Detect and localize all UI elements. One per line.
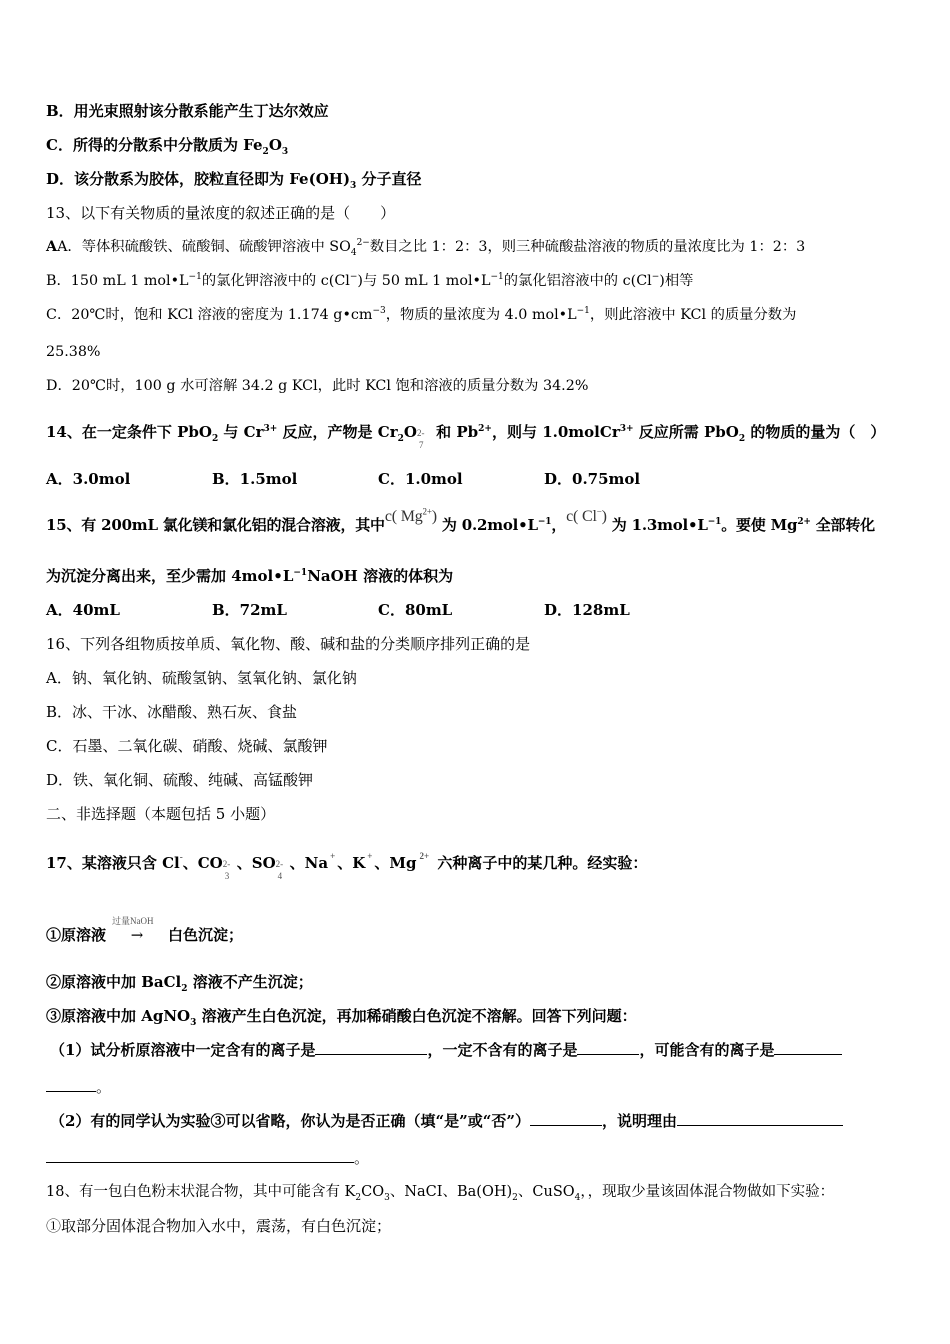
q14-options: [46, 469, 710, 489]
q15-options: [46, 600, 710, 620]
q17-question-2-continued: 。: [46, 1148, 369, 1168]
q17-experiment-1: ①原溶液 过量NaOH → 白色沉淀；: [46, 916, 244, 944]
q15-option-d: D．128mL: [544, 601, 630, 619]
q13-option-c: C．20℃时，饱和 KCl 溶液的密度为 1.174 $g•cm^{-3}$，物质的量浓度为 4.0 $mol•L^{-1}$，则此溶液中 KCl 的质量分数为: [46, 306, 797, 323]
q18-step-1: ①取部分固体混合物加入水中，震荡，有白色沉淀；: [46, 1217, 392, 1235]
answer-blank-2[interactable]: [577, 1040, 639, 1055]
q15-option-c: C．80mL: [378, 601, 453, 619]
q14-option-b: B．1.5mol: [212, 470, 298, 488]
q13-option-a: AA．等体积硫酸铁、硫酸铜、硫酸钾溶液中 $SO_4^{2-}$数目之比 1：2：3，则三种硫酸盐溶液的物质的量浓度比为 1：2：3: [46, 238, 806, 258]
q16-option-a: A．钠、氧化钠、硫酸氢钠、氢氧化钠、氯化钠: [46, 669, 357, 687]
q17-question-1-continued: 。: [46, 1077, 111, 1097]
answer-blank-4[interactable]: [530, 1111, 602, 1126]
q12-option-b: B．用光束照射该分散系能产生丁达尔效应: [46, 102, 329, 120]
q17-question-2: （2）有的同学认为实验③可以省略，你认为是否正确（填“是”或“否”） ，说明理由: [50, 1111, 843, 1131]
q13-option-d: D．20℃时，100 g 水可溶解 34.2 g KCl，此时 KCl 饱和溶液的质量分数为 34.2%: [46, 378, 589, 394]
q14-option-a: A．3.0mol: [46, 470, 131, 488]
reaction-arrow: 过量NaOH →: [112, 916, 154, 944]
q17-stem: 17、某溶液只含 Cl-、CO 2- 3 、SO 2- 4 、Na + 、K + 、Mg $^{2+}$ 六种离子中的某几种。经实验：: [46, 851, 648, 881]
answer-blank-5-continued[interactable]: [46, 1148, 354, 1163]
q15-option-a: A．40mL: [46, 601, 120, 619]
q14-stem: 14、在一定条件下 PbO$_2$ 与 $Cr^{3+}$ 反应，产物是 $Cr_2O$ 2- 7 和 $Pb^{2+}$，则与 1.0molCr$^{3+}$ 反应所需 PbO$_2$ 的物质的量为（ ）: [46, 423, 886, 450]
q14-option-c: C．1.0mol: [378, 470, 463, 488]
section-heading: 二、非选择题（本题包括 5 小题）: [46, 805, 276, 823]
q17-experiment-3: ③原溶液中加 AgNO$_3$ 溶液产生白色沉淀，再加稀硝酸白色沉淀不溶解。回答下列问题：: [46, 1007, 637, 1028]
q15-mg-concentration: c( $Mg^{2+}$): [384, 506, 437, 525]
q16-stem: 16、下列各组物质按单质、氧化物、酸、碱和盐的分类顺序排列正确的是: [46, 635, 531, 653]
q15-cl-concentration: c( Cl−): [566, 506, 607, 525]
answer-blank-1[interactable]: [315, 1040, 427, 1055]
q15-stem: 15、有 200mL 氯化镁和氯化铝的混合溶液，其中c( $Mg^{2+}$) 为 $0.2mol•L^{-1}$，c( Cl−) 为 $1.3mol•L^{-1}$。要使 $Mg^{2+}$ 全部转化: [46, 506, 875, 534]
q16-option-d: D．铁、氧化铜、硫酸、纯碱、高锰酸钾: [46, 771, 314, 789]
q12-option-d: D．该分散系为胶体，胶粒直径即为 $Fe(OH)_3$ 分子直径: [46, 170, 422, 191]
q13-option-c-continued: 25.38%: [46, 344, 101, 360]
q15-stem-continued: 为沉淀分离出来，至少需加 $4mol•L^{-1}NaOH$ 溶液的体积为: [46, 567, 454, 585]
answer-blank-5[interactable]: [677, 1111, 843, 1126]
q16-option-b: B．冰、干冰、冰醋酸、熟石灰、食盐: [46, 703, 298, 721]
q13-stem: 13、以下有关物质的量浓度的叙述正确的是（ ）: [46, 204, 396, 222]
q14-option-d: D．0.75mol: [544, 470, 641, 488]
answer-blank-3-continued[interactable]: [46, 1077, 96, 1092]
q15-option-b: B．72mL: [212, 601, 287, 619]
q17-experiment-2: ②原溶液中加 BaCl$_2$ 溶液不产生沉淀；: [46, 973, 313, 994]
q18-stem: 18、有一包白色粉末状混合物，其中可能含有 $K_2CO_3$、NaCI、$Ba(OH)_2$、CuSO$_4$，，现取少量该固体混合物做如下实验：: [46, 1184, 835, 1203]
q17-question-1: （1）试分析原溶液中一定含有的离子是 ，一定不含有的离子是 ，可能含有的离子是: [50, 1040, 842, 1060]
q13-option-b: B．150 mL 1 $mol•L^{-1}$的氯化钾溶液中的 c(Cl−)与 50 mL 1 $mol•L^{-1}$的氯化铝溶液中的 c(Cl−)相等: [46, 272, 694, 289]
q16-option-c: C．石墨、二氧化碳、硝酸、烧碱、氯酸钾: [46, 737, 328, 755]
q12-option-c: C．所得的分散系中分散质为 $Fe_2O_3$: [46, 136, 289, 157]
answer-blank-3[interactable]: [774, 1040, 842, 1055]
